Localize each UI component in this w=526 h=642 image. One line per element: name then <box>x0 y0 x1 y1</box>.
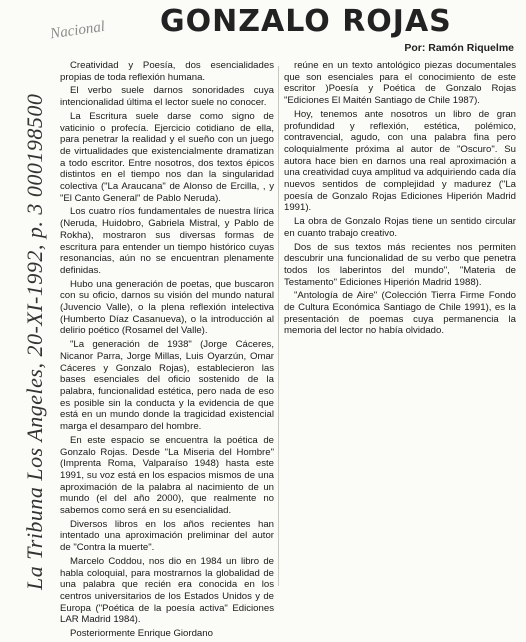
paragraph: Hubo una generación de poetas, que buscaron con su oficio, darnos su visión del mundo natural (Juvencio Valle), o la plena reflexión intelectiva (Humberto Díaz Casanueva), o la introducción al delirio poético (Rosamel del Valle). <box>60 278 274 337</box>
paragraph: Los cuatro ríos fundamentales de nuestra lírica (Neruda, Huidobro, Gabriela Mistral, y Pablo de Rokha), mostraron sus diversas formas de escritura para entender un tiempo histórico cuyas resonancias, aún no se encuentran plenamente definidas. <box>60 206 274 276</box>
paragraph: Marcelo Coddou, nos dio en 1984 un libro de habla coloquial, para mostrarnos la globalidad de una palabra que recién era conocida en los centros universitarios de los Estados Unidos y de Europa ("Poética de la poesía activa" Ediciones LAR Madrid 1984). <box>60 555 274 626</box>
library-stamp: Nacional <box>49 18 106 43</box>
paragraph: La obra de Gonzalo Rojas tiene un sentido circular en cuanto trabajo creativo. <box>284 216 516 239</box>
paragraph: "La generación de 1938" (Jorge Cáceres, Nicanor Parra, Jorge Millas, Luis Oyarzún, Omar Cáceres y Gonzalo Rojas), establecieron las bases esenciales del oficio sostenido de la palabra, funcionalidad estética, pero nada de eso es posible sin la conducta y la evidencia de que está en un mundo donde la tragicidad existencial marga el desamparo del hombre. <box>60 339 274 433</box>
handwritten-source-note: La Tribuna Los Angeles, 20-XI-1992, p. 3 000198500 <box>22 93 47 590</box>
paragraph: En este espacio se encuentra la poética de Gonzalo Rojas. Desde "La Miseria del Hombre" (Imprenta Roma, Valparaíso 1948) hasta este 1991, su voz está en los espacios mismos de una aproximación de la palabra al nacimiento de un mundo (el del año 2000), que realmente no sabemos como será en su esencialidad. <box>60 434 274 517</box>
paragraph: Diversos libros en los años recientes han intentado una aproximación preliminar del autor de "Contra la muerte". <box>60 518 274 554</box>
paragraph: reúne en un texto antológico piezas documentales que son esenciales para el conocimiento de este escritor )Poesía y Poética de Gonzalo Rojas "Ediciones El Maitén Santiago de Chile 1987). <box>284 60 516 107</box>
paragraph: La Escritura suele darse como signo de vaticinio o profecía. Ejercicio cotidiano de ella, para penetrar la realidad y el sueño con un juego de virtualidades que existencialmente dramatizan a todo escritor. Entre nosotros, dos textos épicos distintos en el tiempo nos dan la singularidad colectiva ("La Araucana" de Alonso de Ercilla, , y "El Canto General" de Pablo Neruda). <box>60 110 274 204</box>
paragraph: Posteriormente Enrique Giordano <box>70 628 213 640</box>
article-left-column <box>60 60 274 642</box>
article-author: Por: Ramón Riquelme <box>404 42 514 54</box>
article-title: GONZALO ROJAS <box>160 4 452 39</box>
column-divider <box>278 66 279 586</box>
paragraph: "Antología de Aire" (Colección Tierra Firme Fondo de Cultura Económica Santiago de Chile 1991), es la presentación de poemas cuya permanencia la memoria del lector no había olvidado. <box>284 290 516 337</box>
article-right-column <box>284 60 516 339</box>
paragraph: El verbo suele darnos sonoridades cuya intencionalidad última el lector suele no conocer. <box>60 85 274 109</box>
paragraph: Dos de sus textos más recientes nos permiten descubrir una funcionalidad de su verbo que penetra todos los laberintos del mundo", "Materia de Testamento" Ediciones Hiperión Madrid 1988). <box>284 241 516 288</box>
paragraph: Creatividad y Poesía, dos esencialidades propias de toda reflexión humana. <box>60 60 274 83</box>
paragraph: Hoy, tenemos ante nosotros un libro de gran profundidad y reflexión, estética, polémico, contravencial, agudo, con una palabra fina pero coloquialmente próxima al autor de "Oscuro". Su autora hace bien en darnos una real aproximación a una creatividad cuya amplitud va adquiriendo cada día nuevos sentidos de complejidad y madurez ("La poesía de Gonzalo Rojas Ediciones Hiperión Madrid 1991). <box>284 108 517 214</box>
